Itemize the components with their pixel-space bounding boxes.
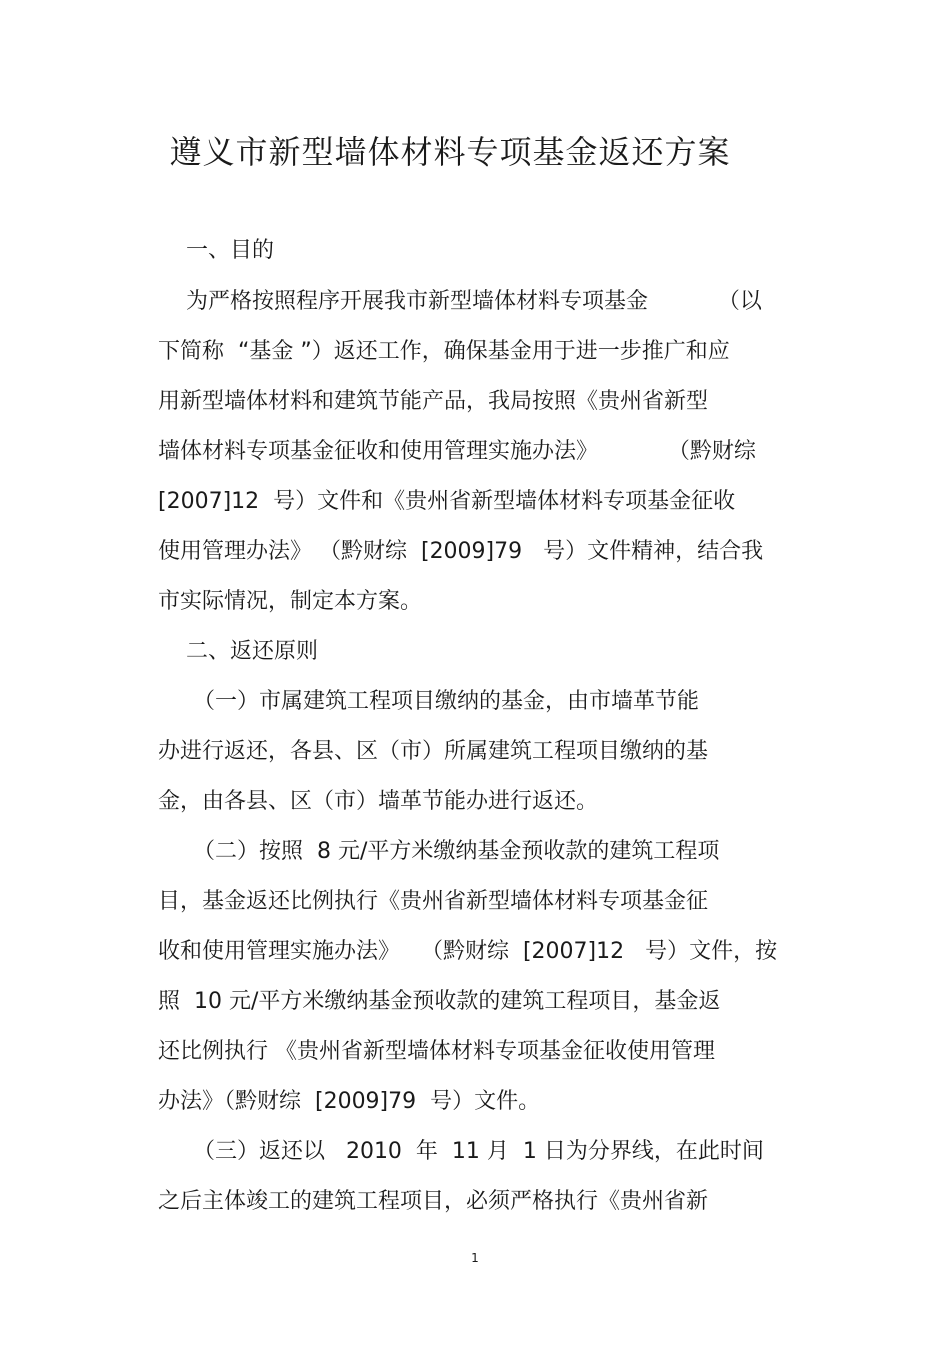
paragraph-line: [2007]12 号）文件和《贵州省新型墙体材料专项基金征收 — [158, 489, 736, 514]
document-title: 遵义市新型墙体材料专项基金返还方案 — [169, 133, 731, 171]
page-number: 1 — [471, 1251, 479, 1265]
paragraph-line: （一）市属建筑工程项目缴纳的基金，由市墙革节能 — [158, 689, 699, 714]
paragraph-line: （三）返还以 2010 年 11 月 1 日为分界线，在此时间 — [158, 1139, 764, 1164]
paragraph-line: 用新型墙体材料和建筑节能产品，我局按照《贵州省新型 — [158, 389, 709, 414]
paragraph-line: 使用管理办法》 （黔财综 [2009]79 号）文件精神，结合我 — [158, 539, 764, 564]
paragraph-line: 之后主体竣工的建筑工程项目，必须严格执行《贵州省新 — [158, 1189, 709, 1214]
section-heading: 一、目的 — [158, 238, 274, 263]
paragraph-line: 墙体材料专项基金征收和使用管理实施办法》 （黔财综 — [158, 439, 756, 464]
section-heading: 二、返还原则 — [158, 639, 318, 664]
paragraph-line: 办进行返还，各县、区（市）所属建筑工程项目缴纳的基 — [158, 739, 709, 764]
paragraph-line: 收和使用管理实施办法》 （黔财综 [2007]12 号）文件，按 — [158, 939, 778, 964]
paragraph-line: 照 10 元/平方米缴纳基金预收款的建筑工程项目，基金返 — [158, 989, 721, 1014]
paragraph-line: 市实际情况，制定本方案。 — [158, 589, 423, 614]
paragraph-line: （二）按照 8 元/平方米缴纳基金预收款的建筑工程项 — [158, 839, 720, 864]
paragraph-line: 办法》（黔财综 [2009]79 号）文件。 — [158, 1089, 541, 1114]
paragraph-line: 为严格按照程序开展我市新型墙体材料专项基金 （以 — [158, 289, 762, 314]
paragraph-line: 还比例执行 《贵州省新型墙体材料专项基金征收使用管理 — [158, 1039, 715, 1064]
paragraph-line: 目，基金返还比例执行《贵州省新型墙体材料专项基金征 — [158, 889, 709, 914]
paragraph-line: 下简称 “基金 ”）返还工作，确保基金用于进一步推广和应 — [158, 339, 730, 364]
paragraph-line: 金，由各县、区（市）墙革节能办进行返还。 — [158, 789, 599, 814]
